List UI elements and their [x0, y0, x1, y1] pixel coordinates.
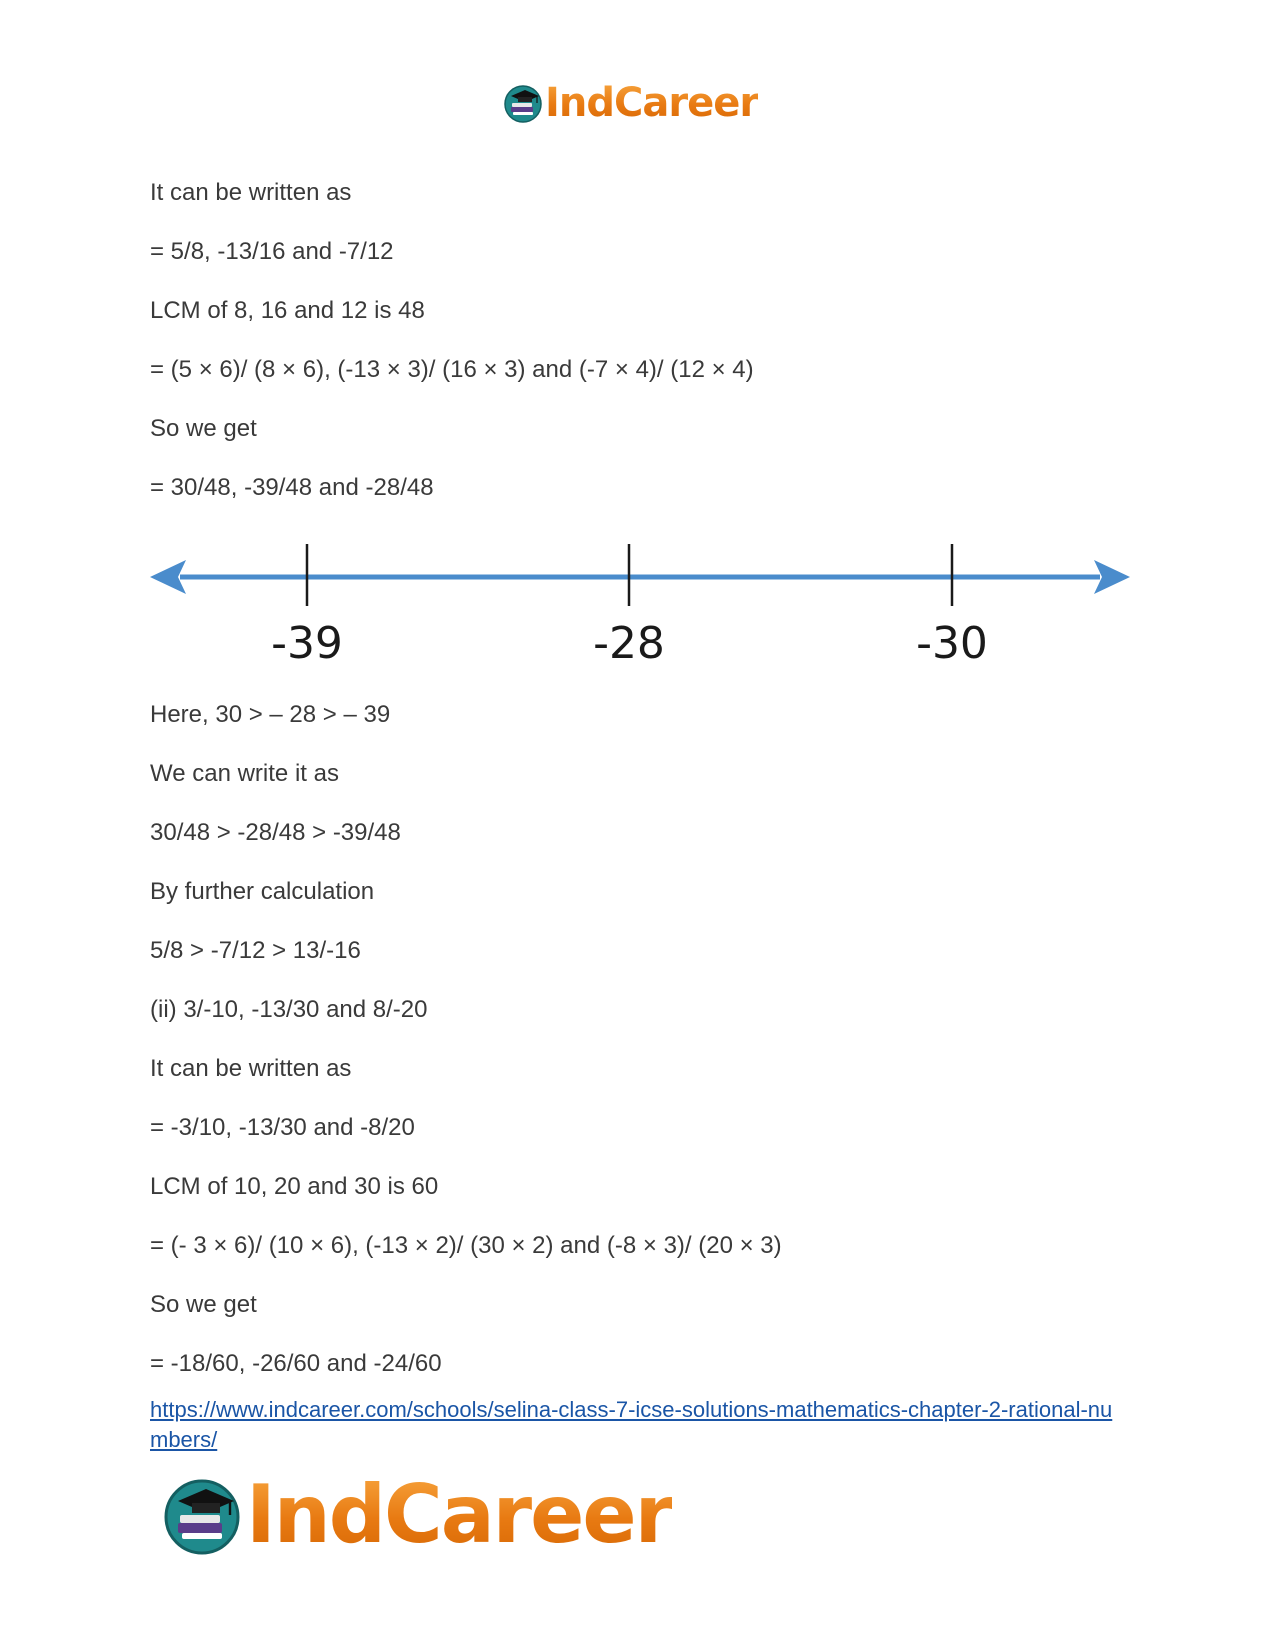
text-line: By further calculation	[150, 878, 375, 905]
text-line: We can write it as	[150, 760, 339, 787]
logo-wordmark: IndCareer	[246, 1468, 673, 1561]
source-link[interactable]: https://www.indcareer.com/schools/selina-class-7-icse-solutions-mathematics-chapter-2-rational-numbers/	[150, 1397, 1113, 1452]
text-line: So we get	[150, 1291, 257, 1318]
text-line: = -3/10, -13/30 and -8/20	[150, 1114, 415, 1141]
graduation-cap-books-icon	[503, 83, 543, 123]
text-line: = 5/8, -13/16 and -7/12	[150, 238, 394, 265]
text-line: = -18/60, -26/60 and -24/60	[150, 1350, 442, 1377]
text-line: So we get	[150, 415, 257, 442]
text-line: 30/48 > -28/48 > -39/48	[150, 819, 401, 846]
text-line: = (5 × 6)/ (8 × 6), (-13 × 3)/ (16 × 3) and (-7 × 4)/ (12 × 4)	[150, 356, 754, 383]
graduation-cap-books-icon	[162, 1475, 242, 1555]
text-line: Here, 30 > – 28 > – 39	[150, 701, 391, 728]
text-line: LCM of 10, 20 and 30 is 60	[150, 1173, 439, 1200]
text-line: LCM of 8, 16 and 12 is 48	[150, 297, 425, 324]
footer-logo	[162, 1468, 673, 1561]
header-logo	[503, 80, 758, 126]
text-line: = (- 3 × 6)/ (10 × 6), (-13 × 2)/ (30 × 2) and (-8 × 3)/ (20 × 3)	[150, 1232, 782, 1259]
tick-label: -28	[593, 618, 665, 669]
tick-label: -39	[271, 618, 343, 669]
number-line-diagram	[150, 540, 1130, 680]
text-line: 5/8 > -7/12 > 13/-16	[150, 937, 361, 964]
logo-wordmark: IndCareer	[545, 80, 759, 126]
text-line: = 30/48, -39/48 and -28/48	[150, 474, 434, 501]
text-line: (ii) 3/-10, -13/30 and 8/-20	[150, 996, 428, 1023]
text-line: It can be written as	[150, 1055, 352, 1082]
text-line: It can be written as	[150, 179, 352, 206]
tick-label: -30	[916, 618, 988, 669]
